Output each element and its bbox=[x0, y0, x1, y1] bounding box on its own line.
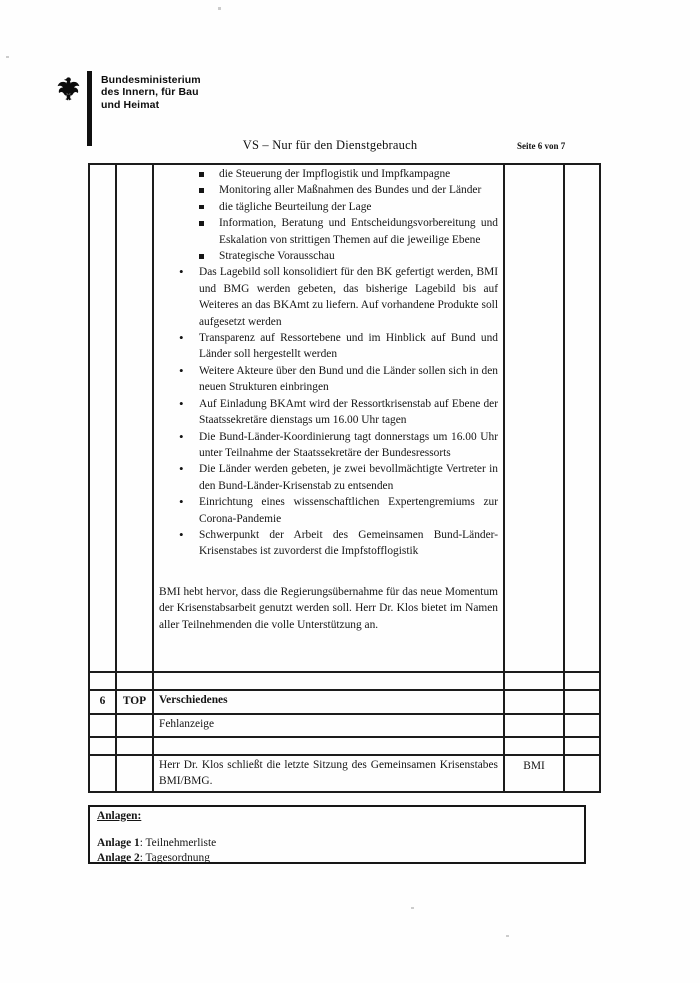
logo-divider-bar bbox=[87, 71, 92, 146]
closing-paragraph: BMI hebt hervor, dass die Regierungsübernahme für das neue Momentum der Krisenstabsarbeit genutzt werden soll. Herr Dr. Klos bietet im Namen aller Teilnehmenden die volle Unterstützung an. bbox=[159, 585, 498, 631]
table-row-empty bbox=[89, 737, 600, 755]
cell-content bbox=[153, 164, 504, 672]
cell-responsible bbox=[504, 164, 564, 672]
cell-responsible bbox=[504, 672, 564, 690]
scan-speck bbox=[6, 56, 9, 58]
bullet-item: • Transparenz auf Ressortebene und im Hinblick auf Bund und Länder soll hergestellt werden bbox=[159, 330, 498, 363]
bullet-item: • Auf Einladung BKAmt wird der Ressortkrisenstab auf Ebene der Staatssekretäre dienstags um 16.00 Uhr tagen bbox=[159, 396, 498, 429]
ministry-logo bbox=[56, 71, 201, 146]
cell-content: Herr Dr. Klos schließt die letzte Sitzung des Gemeinsamen Krisenstabes BMI/BMG. bbox=[153, 755, 504, 792]
cell-top: TOP bbox=[116, 690, 153, 714]
bullet-item: • Weitere Akteure über den Bund und die Länder sollen sich in den neuen Strukturen einbringen bbox=[159, 363, 498, 396]
cell-top bbox=[116, 714, 153, 737]
cell-note bbox=[564, 755, 600, 792]
minutes-table bbox=[88, 163, 601, 793]
table-row-top6 bbox=[89, 690, 600, 714]
bullet-item: • Die Bund-Länder-Koordinierung tagt donnerstags um 16.00 Uhr unter Teilnahme der Staatssekretäre der Bundesressorts bbox=[159, 429, 498, 462]
bundesadler-eagle-icon bbox=[56, 73, 81, 102]
classification-marking: VS – Nur für den Dienstgebrauch bbox=[242, 138, 418, 152]
cell-content bbox=[153, 672, 504, 690]
cell-note bbox=[564, 164, 600, 672]
sub-bullet-list bbox=[159, 166, 498, 264]
bullet-item: • Schwerpunkt der Arbeit des Gemeinsamen Bund-Länder-Krisenstabes ist zuvorderst die Impfstofflogistik bbox=[159, 527, 498, 560]
table-row-continued bbox=[89, 164, 600, 672]
attachment-label: Anlage 2 bbox=[97, 852, 140, 864]
cell-responsible bbox=[504, 690, 564, 714]
attachment-value: : Tagesordnung bbox=[139, 852, 210, 864]
cell-number bbox=[89, 737, 116, 755]
cell-content: Fehlanzeige bbox=[153, 714, 504, 737]
cell-top bbox=[116, 737, 153, 755]
attachment-item bbox=[97, 836, 577, 851]
cell-content bbox=[153, 737, 504, 755]
attachment-label: Anlage 1 bbox=[97, 837, 140, 849]
cell-number bbox=[89, 164, 116, 672]
attachment-value: : Teilnehmerliste bbox=[139, 837, 217, 849]
cell-responsible: BMI bbox=[504, 755, 564, 792]
cell-number bbox=[89, 755, 116, 792]
table-row-empty bbox=[89, 672, 600, 690]
cell-note bbox=[564, 690, 600, 714]
cell-note bbox=[564, 737, 600, 755]
sub-bullet-item: die Steuerung der Impflogistik und Impfkampagne bbox=[159, 166, 498, 182]
ministry-name-line: des Innern, für Bau bbox=[101, 86, 199, 99]
cell-number bbox=[89, 714, 116, 737]
page-indicator: Seite 6 von 7 bbox=[517, 141, 566, 151]
attachments-title: Anlagen: bbox=[97, 810, 142, 822]
cell-number bbox=[89, 672, 116, 690]
table-row-closing bbox=[89, 755, 600, 792]
attachment-item bbox=[97, 851, 577, 866]
cell-responsible bbox=[504, 737, 564, 755]
sub-bullet-item: Information, Beratung und Entscheidungsvorbereitung und Eskalation von strittigen Themen auf die jeweilige Ebene bbox=[159, 215, 498, 248]
ministry-name-line: und Heimat bbox=[101, 98, 160, 111]
bullet-item: • Die Länder werden gebeten, je zwei bevollmächtigte Vertreter in den Bund-Länder-Krisenstab zu entsenden bbox=[159, 461, 498, 494]
ministry-name bbox=[101, 74, 201, 111]
scan-speck bbox=[218, 7, 221, 10]
bullet-list bbox=[159, 264, 498, 559]
cell-top bbox=[116, 164, 153, 672]
bullet-item: • Das Lagebild soll konsolidiert für den BK gefertigt werden, BMI und BMG werden gebeten, das bisherige Lagebild bis auf Weiteres an das BKAmt zu liefern. Auf vorhandene Produkte soll aufgesetzt werden bbox=[159, 264, 498, 330]
cell-content: Verschiedenes bbox=[153, 690, 504, 714]
sub-bullet-item: Monitoring aller Maßnahmen des Bundes und der Länder bbox=[159, 182, 498, 198]
cell-top bbox=[116, 672, 153, 690]
bullet-item: • Einrichtung eines wissenschaftlichen Expertengremiums zur Corona-Pandemie bbox=[159, 494, 498, 527]
scan-speck bbox=[506, 935, 509, 937]
cell-top bbox=[116, 755, 153, 792]
cell-note bbox=[564, 672, 600, 690]
table-row-fehlanzeige bbox=[89, 714, 600, 737]
cell-responsible bbox=[504, 714, 564, 737]
attachments-box bbox=[88, 805, 586, 864]
sub-bullet-item: die tägliche Beurteilung der Lage bbox=[159, 199, 498, 215]
cell-number: 6 bbox=[89, 690, 116, 714]
ministry-name-line: Bundesministerium bbox=[101, 74, 201, 86]
sub-bullet-item: Strategische Vorausschau bbox=[159, 248, 498, 264]
cell-note bbox=[564, 714, 600, 737]
scan-speck bbox=[411, 907, 414, 909]
